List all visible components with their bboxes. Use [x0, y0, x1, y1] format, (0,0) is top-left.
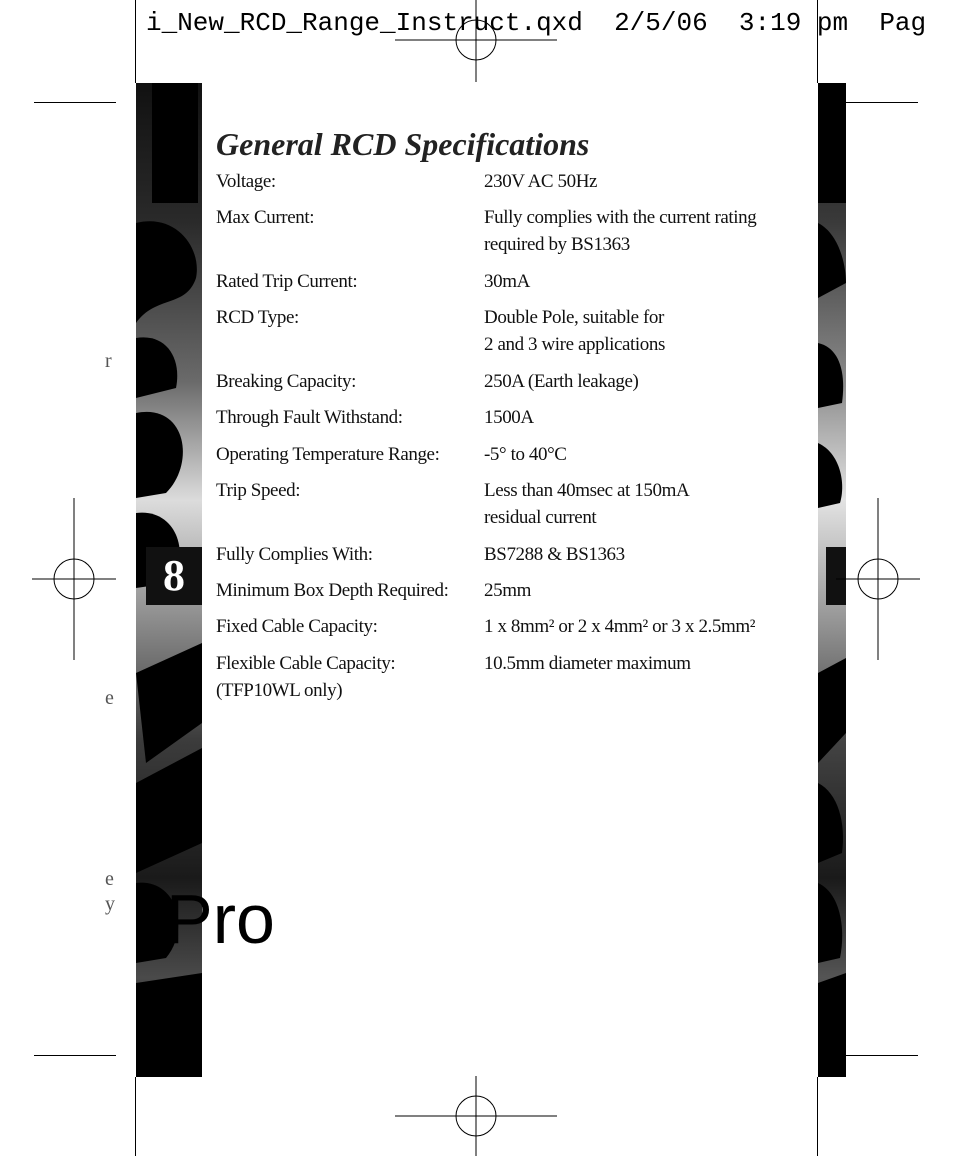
spec-label-line: Operating Temperature Range:: [216, 444, 440, 465]
crop-mark-top-left: [34, 102, 116, 103]
spec-label-line: RCD Type:: [216, 307, 299, 328]
registration-mark-top: [395, 0, 559, 82]
spec-value: [484, 541, 814, 568]
spec-value-line: required by BS1363: [484, 234, 630, 255]
spec-label: [216, 304, 478, 331]
spec-value-line: 30mA: [484, 271, 530, 292]
spec-label-line: Rated Trip Current:: [216, 271, 358, 292]
spec-value-line: residual current: [484, 507, 597, 528]
spec-label: [216, 368, 478, 395]
spec-value-line: -5° to 40°C: [484, 444, 567, 465]
spec-value-line: Double Pole, suitable for: [484, 307, 664, 328]
spec-value-line: 1 x 8mm² or 2 x 4mm² or 3 x 2.5mm²: [484, 616, 756, 637]
spec-value: [484, 268, 814, 295]
spec-value: [484, 650, 814, 677]
spec-label-line: (TFP10WL only): [216, 680, 343, 701]
spec-label: [216, 613, 478, 640]
spec-value-line: 10.5mm diameter maximum: [484, 653, 691, 674]
crop-mark-left-vertical-bottom: [135, 1077, 136, 1156]
spec-value: [484, 441, 814, 468]
spec-label-line: Max Current:: [216, 207, 315, 228]
spec-value-line: 230V AC 50Hz: [484, 171, 598, 192]
spec-label-line: Fully Complies With:: [216, 544, 373, 565]
registration-mark-bottom: [395, 1076, 559, 1156]
spec-label: [216, 441, 478, 468]
spec-value-line: Fully complies with the current rating: [484, 207, 757, 228]
spec-label: [216, 577, 478, 604]
margin-fragment: e: [105, 868, 114, 890]
registration-mark-left: [32, 498, 116, 660]
spec-label-line: Fixed Cable Capacity:: [216, 616, 378, 637]
spec-value-line: Less than 40msec at 150mA: [484, 480, 690, 501]
margin-fragment: e: [105, 687, 114, 709]
crop-mark-right-vertical-bottom: [817, 1077, 818, 1156]
spec-value-line: BS7288 & BS1363: [484, 544, 625, 565]
spec-label: [216, 268, 478, 295]
spec-label: [216, 168, 478, 195]
spec-value: [484, 613, 814, 640]
spec-value: [484, 477, 814, 531]
spec-label-line: Minimum Box Depth Required:: [216, 580, 449, 601]
spec-value: [484, 168, 814, 195]
spec-value-line: 25mm: [484, 580, 531, 601]
crop-mark-left-vertical: [135, 0, 136, 83]
spec-label-line: Through Fault Withstand:: [216, 407, 403, 428]
spec-value: [484, 368, 814, 395]
spec-label: [216, 650, 478, 704]
page-title: General RCD Specifications: [216, 126, 590, 162]
spec-label-line: Trip Speed:: [216, 480, 301, 501]
spec-value-line: 1500A: [484, 407, 534, 428]
crop-mark-bottom-left: [34, 1055, 116, 1056]
watermark-text: Pro: [166, 880, 275, 958]
page-number: 8: [146, 547, 202, 605]
spec-label-line: Flexible Cable Capacity:: [216, 653, 396, 674]
spec-value-line: 250A (Earth leakage): [484, 371, 639, 392]
spec-value-line: 2 and 3 wire applications: [484, 334, 666, 355]
registration-mark-right: [836, 498, 920, 660]
spec-label-line: Breaking Capacity:: [216, 371, 357, 392]
margin-fragment: r: [105, 350, 112, 372]
spec-value: [484, 204, 814, 258]
spec-value: [484, 304, 814, 358]
spec-label: [216, 404, 478, 431]
crop-mark-bottom-right: [846, 1055, 918, 1056]
spec-label: [216, 477, 478, 504]
crop-mark-top-right: [846, 102, 918, 103]
spec-label-line: Voltage:: [216, 171, 276, 192]
spec-label: [216, 204, 478, 231]
spec-value: [484, 404, 814, 431]
spec-value: [484, 577, 814, 604]
file-header: i_New_RCD_Range_Instruct.qxd 2/5/06 3:19 pm Pag: [146, 8, 927, 38]
margin-fragment: y: [105, 893, 115, 915]
spec-label: [216, 541, 478, 568]
